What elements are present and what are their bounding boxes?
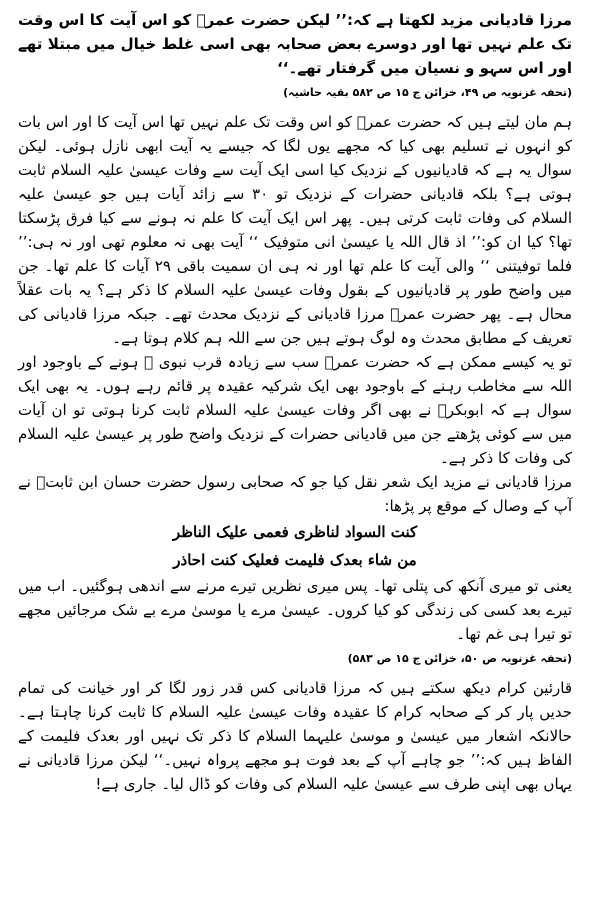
body-paragraph-main: ہم مان لیتے ہیں کہ حضرت عمرؓ کو اس وقت تک علم نہیں تھا اس آیت کا اور اس بات کو انہوں نے تسلیم بھی کیا کہ مجھے یوں لگا کہ جیسے یہ آیت ابھی نازل ہوئی۔ لیکن سوال یہ ہے کہ قادیانیوں کے نزدیک کیا اسی ایک آیت سے وفات عیسیٰ علیہ السلام ثابت ہوتی ہے؟ بلکہ قادیانی حضرات کے نزدیک تو ۳۰ سے زائد آیات ہیں جو عیسیٰ علیہ السلام کی وفات ثابت کرتی ہیں۔ پھر اس ایک آیت کا علم نہ ہونے سے کیا فرق پڑسکتا تھا؟ کیا ان کو:’’ اذ قال اللہ یا عیسیٰ انی متوفیک ‘‘ آیت بھی نہ معلوم تھی اور نہ ہی:’’ فلما توفیتنی ‘‘ والی آیت کا علم تھا اور نہ ہی ان سمیت باقی ۲۹ آیات کا علم تھا۔ جن میں واضح طور پر قادیانیوں کے بقول وفات عیسیٰ علیہ السلام کا ذکر ہے؟ یہ بات عقلاً محال ہے۔ پھر حضرت عمرؓ مرزا قادیانی کے نزدیک محدث تھے۔ جبکہ مرزا قادیانی کی تعریف کے مطابق محدث وہ لوگ ہوتے ہیں جن سے اللہ ہم کلام ہوتا ہے۔	[18, 113, 573, 347]
closing-paragraph: قارئین کرام دیکھ سکتے ہیں کہ مرزا قادیانی کس قدر زور لگا کر اور خیانت کی تمام حدیں پار کر کے صحابہ کرام کا عقیدہ وفات عیسیٰ علیہ السلام کا ثابت کرنا چاہتا ہے۔ حالانکہ اشعار میں عیسیٰ و موسیٰ علیہما السلام کا ذکر تک نہیں اور بعدک فلیمت کے الفاظ ہیں کہ:’’ جو چاہے آپ کے بعد فوت ہو مجھے پرواہ نہیں۔‘‘ لیکن مرزا قادیانی نے یہاں بھی اپنی طرف سے عیسیٰ علیہ السلام کی وفات کو ڈال لیا۔ جاری ہے!	[18, 679, 572, 793]
citation-first: (تحفہ غزنویہ ص ۴۹، خزائن ج ۱۵ ص ۵۸۲ بقیہ حاشیہ)	[283, 86, 572, 99]
citation-second: (تحفہ غزنویہ ص ۵۰، خزائن ج ۱۵ ص ۵۸۳)	[347, 652, 572, 665]
body-paragraph-second: تو یہ کیسے ممکن ہے کہ حضرت عمرؓ سب سے زیادہ قرب نبوی ﷺ ہونے کے باوجود اور اللہ سے مخاطب رہنے کے باوجود بھی ایک شرکیہ عقیدہ پر قائم رہے ہوں۔ یہ بھی ایک سوال ہے کہ ابوبکرؓ نے بھی اگر وفات عیسیٰ علیہ السلام ثابت کرنا ہوتی تو ان آیات میں سے کوئی پڑھتے جن میں قادیانی حضرات کے نزدیک واضح طور پر عیسیٰ علیہ السلام کی وفات کا ذکر ہے۔	[18, 353, 572, 467]
poem-line-1: کنت السواد لناظری فعمی علیک الناظر	[172, 523, 418, 541]
poem-line-2: من شاء بعدک فلیمت فعلیک کنت احاذر	[173, 551, 417, 569]
poem-intro-paragraph: مرزا قادیانی نے مزید ایک شعر نقل کیا جو کہ صحابی رسول حضرت حسان ابن ثابتؓ نے آپ کے وصال کے موقع پر پڑھا:	[18, 473, 572, 515]
poem-translation-paragraph: یعنی تو میری آنکھ کی پتلی تھا۔ پس میری نظریں تیرے مرنے سے اندھی ہوگئیں۔ اب میں تیرے بعد کسی کی زندگی کو کیا کروں۔ عیسیٰ مرے یا موسیٰ مرے بے شک مرجائیں مجھے تو تیرا ہی غم تھا۔	[18, 577, 572, 643]
opening-quote-paragraph: مرزا قادیانی مزید لکھتا ہے کہ:’’ لیکن حضرت عمرؓ کو اس آیت کا اس وقت تک علم نہیں تھا اور دوسرے بعض صحابہ بھی اسی غلط خیال میں مبتلا تھے اور اس سہو و نسیان میں گرفتار تھے۔‘‘	[18, 11, 572, 77]
